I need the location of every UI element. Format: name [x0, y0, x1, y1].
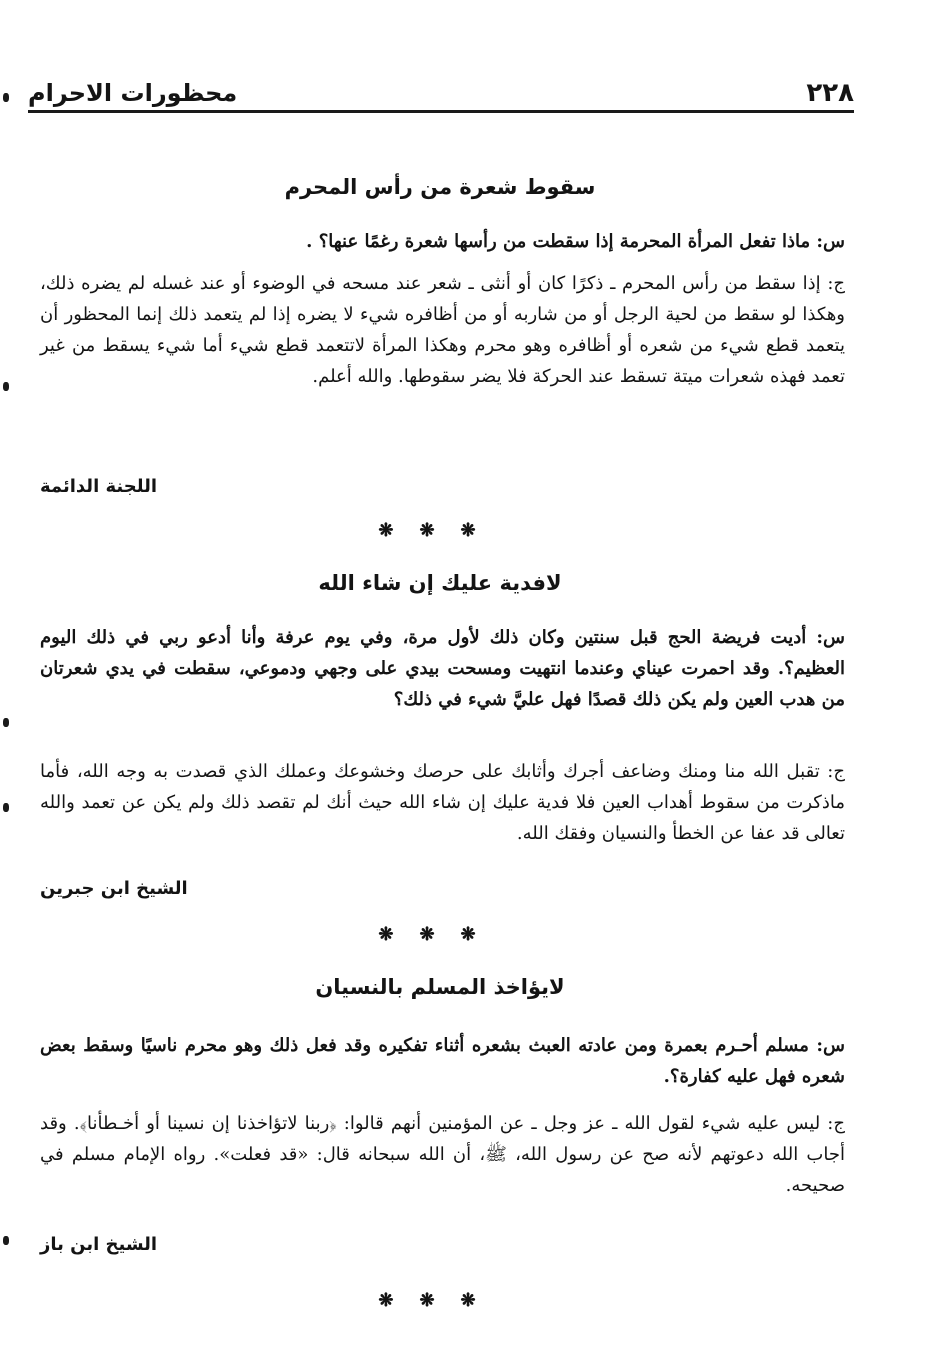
section-title: سقوط شعرة من رأس المحرم: [284, 175, 596, 199]
question-text: س: ماذا تفعل المرأة المحرمة إذا سقطت من رأسها شعرة رغمًا عنها؟ .: [306, 231, 845, 252]
question-text: س: أديت فريضة الحج قبل سنتين وكان ذلك لأول مرة، وفي يوم عرفة وأنا أدعو ربي في ذلك اليوم العظيم؟. وقد احمرت عيناي وعندما انتهيت ومسحت بيدي على وجهي ودموعي، سقطت في يدي شعرتان من هدب العين ولم يكن ذلك قصدًا فهل عليَّ شيء في ذلك؟: [40, 627, 845, 710]
margin-dot: [3, 93, 9, 102]
answer-text: ج: ليس عليه شيء لقول الله ـ عز وجل ـ عن المؤمنين أنهم قالوا: ﴿ربنا لاتؤاخذنا إن نسينا أو أخـطأنا﴾. وقد أجاب الله دعوتهم لأنه صح عن رسول الله، ﷺ، أن الله سبحانه قال: «قد فعلت». رواه الإمام مسلم في صحيحه.: [40, 1113, 845, 1196]
margin-dot: [3, 1236, 9, 1245]
running-header: [28, 72, 854, 113]
margin-dot: [3, 718, 9, 727]
margin-dot: [3, 803, 9, 812]
section-title: لايؤاخذ المسلم بالنسيان: [315, 975, 565, 999]
question-text: س: مسلم أحـرم بعمرة ومن عادته العبث بشعره أثناء تفكيره وقد فعل ذلك وهو محرم ناسيًا وسقط بعض شعره فهل عليه كفارة؟.: [40, 1035, 845, 1087]
signature: الشيخ ابن جبرين: [40, 878, 188, 899]
page-number: ٢٢٨: [806, 78, 854, 108]
answer-text: ج: تقبل الله منا ومنك وضاعف أجرك وأثابك على حرصك وخشوعك وعملك الذي قصدت به وجه الله، فأما ماذكرت من سقوط أهداب العين فلا فدية عليك إن شاء الله حيث أنك لم تقصد ذلك ولم يكن عن تعمد والله تعالى قد عفا عن الخطأ والنسيان وفقك الله.: [40, 761, 845, 844]
signature: الشيخ ابن باز: [40, 1234, 158, 1255]
answer-text: ج: إذا سقط من رأس المحرم ـ ذكرًا كان أو أنثى ـ شعر عند مسحه في الوضوء أو عند غسله لم يضره ذلك، وهكذا لو سقط من لحية الرجل أو من شاربه أو من أظافره شيء لا يضره إذا لم يتعمد ذلك إنما المحظور أن يتعمد قطع شيء من شعره أو أظافره وهو محرم وهكذا المرأة لاتتعمد قطع شيء أما شيء يسقط من غير تعمد فهذه شعرات ميتة تسقط عند الحركة فلا يضر سقوطها. والله أعلم.: [40, 273, 846, 387]
margin-dot: [3, 382, 9, 391]
running-title: محظورات الاحرام: [28, 79, 238, 107]
section-separator: ❋❋❋: [378, 924, 502, 945]
signature: اللجنة الدائمة: [40, 476, 158, 497]
section-separator: ❋❋❋: [378, 1290, 502, 1311]
section-title: لافدية عليك إن شاء الله: [318, 571, 562, 595]
section-separator: ❋❋❋: [378, 520, 502, 541]
